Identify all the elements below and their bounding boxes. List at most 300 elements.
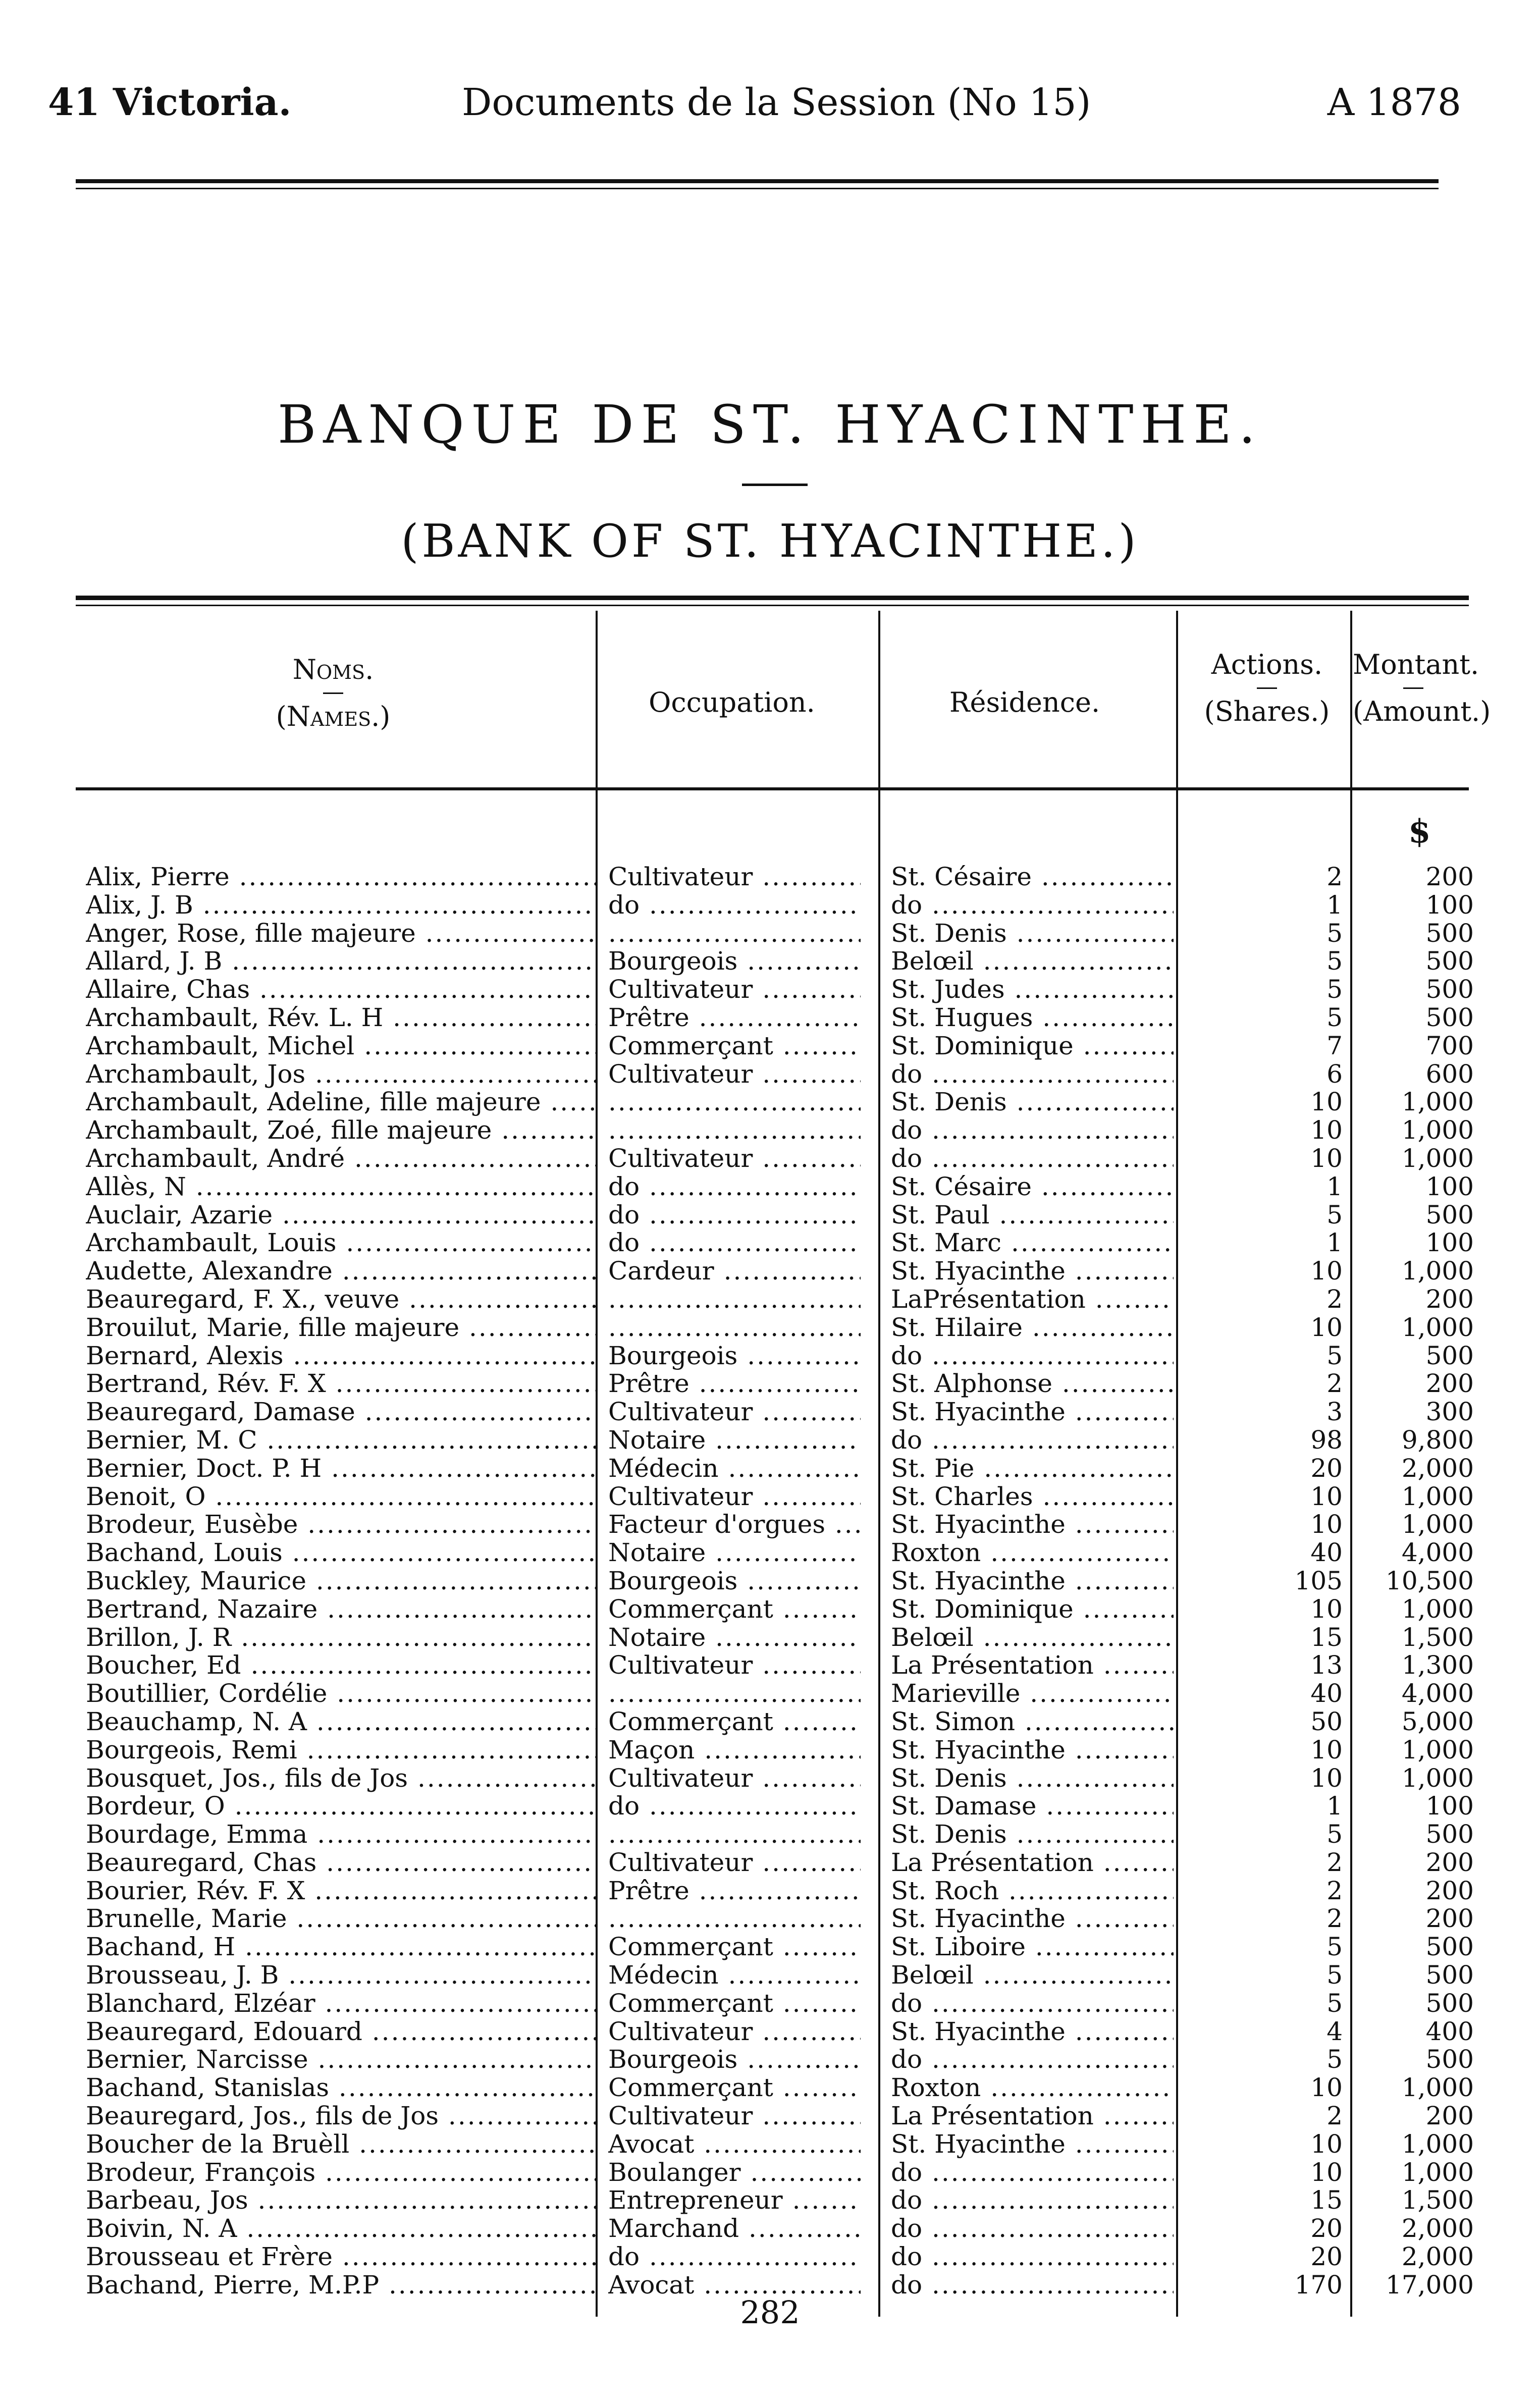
cell-residence-text: St. Hyacinthe [891, 1905, 1066, 1934]
cell-residence [891, 1651, 1174, 1680]
cell-name [86, 863, 596, 891]
cell-residence [891, 2102, 1174, 2130]
table-row [76, 976, 1474, 1004]
cell-name-text: Benoit, O [86, 1482, 206, 1511]
col-head-amount-dash [1403, 687, 1423, 689]
dot-leader [1015, 1708, 1174, 1736]
dot-leader [753, 863, 861, 891]
cell-residence-text: do [891, 2271, 923, 2300]
cell-shares [1186, 1032, 1343, 1060]
cell-shares [1186, 891, 1343, 920]
cell-residence [891, 920, 1174, 948]
cell-shares-text: 15 [1310, 2186, 1343, 2215]
cell-residence [891, 1201, 1174, 1230]
cell-amount-text: 500 [1425, 1989, 1474, 2018]
cell-shares [1186, 1229, 1343, 1257]
cell-amount [1358, 1201, 1474, 1230]
dot-leader [362, 2018, 596, 2046]
cell-name [86, 2102, 596, 2130]
cell-amount [1358, 920, 1474, 948]
cell-occupation-text: Cultivateur [608, 2017, 753, 2046]
cell-amount-text: 1,000 [1401, 2130, 1474, 2159]
running-header [48, 81, 1461, 131]
cell-residence-text: St. Hyacinthe [891, 2017, 1066, 2046]
cell-occupation-text: Commerçant [608, 1707, 773, 1736]
cell-occupation [608, 1426, 861, 1455]
cell-amount [1358, 1173, 1474, 1201]
cell-name-text: Alix, J. B [86, 891, 193, 920]
cell-amount-text: 500 [1425, 1961, 1474, 1990]
cell-occupation [608, 1933, 861, 1961]
table-row [76, 1116, 1474, 1145]
cell-name-text: Bachand, Louis [86, 1539, 283, 1567]
cell-occupation-text: Cultivateur [608, 976, 753, 1004]
cell-occupation-text: Commerçant [608, 1595, 773, 1624]
dot-leader [773, 1933, 861, 1961]
col-head-occupation [601, 686, 863, 718]
dot-leader [753, 1060, 861, 1089]
cell-occupation [608, 1792, 861, 1821]
cell-occupation [608, 1201, 861, 1230]
cell-shares [1186, 1398, 1343, 1426]
cell-shares [1186, 2186, 1343, 2215]
table-top-rule-thin [76, 605, 1469, 606]
cell-name [86, 1792, 596, 1821]
table-row [76, 1877, 1474, 1905]
cell-occupation [608, 1398, 861, 1426]
dot-leader [206, 1483, 596, 1511]
dot-leader [783, 2186, 861, 2215]
cell-occupation [608, 1821, 861, 1849]
cell-amount-text: 200 [1425, 1848, 1474, 1877]
dot-leader [541, 1088, 596, 1116]
dot-leader [922, 2243, 1174, 2271]
cell-name [86, 1539, 596, 1567]
dot-leader [753, 2018, 861, 2046]
dot-leader [1066, 1905, 1174, 1933]
cell-amount-text: 100 [1425, 1792, 1474, 1821]
cell-occupation [608, 1680, 861, 1708]
cell-residence-text: St. Hyacinthe [891, 1736, 1066, 1765]
cell-occupation [608, 1567, 861, 1595]
cell-amount [1358, 1933, 1474, 1961]
table-row [76, 2215, 1474, 2243]
cell-shares-text: 2 [1326, 1848, 1343, 1877]
cell-name [86, 1314, 596, 1342]
cell-shares [1186, 1088, 1343, 1116]
cell-shares [1186, 1539, 1343, 1567]
dot-leader [773, 2074, 861, 2102]
dot-leader [279, 1961, 596, 1990]
cell-name-text: Archambault, Louis [86, 1229, 337, 1258]
table-row [76, 1342, 1474, 1370]
dot-leader [753, 1765, 861, 1793]
cell-shares-text: 20 [1310, 1454, 1343, 1483]
cell-amount [1358, 1849, 1474, 1877]
dot-leader [640, 1792, 861, 1821]
cell-shares-text: 10 [1310, 1764, 1343, 1793]
cell-name [86, 1342, 596, 1370]
cell-name [86, 1201, 596, 1230]
cell-name-text: Brousseau et Frère [86, 2243, 333, 2271]
cell-shares-text: 10 [1310, 1482, 1343, 1511]
cell-shares-text: 2 [1326, 1905, 1343, 1934]
cell-residence-text: St. Hyacinthe [891, 1511, 1066, 1539]
cell-residence-text: La Présentation [891, 2102, 1094, 2130]
cell-shares-text: 5 [1326, 2046, 1343, 2074]
cell-amount [1358, 1821, 1474, 1849]
cell-amount [1358, 1765, 1474, 1793]
cell-residence [891, 1483, 1174, 1511]
cell-shares [1186, 1173, 1343, 1201]
cell-residence [891, 2074, 1174, 2102]
dot-leader [1007, 920, 1174, 948]
cell-amount-text: 1,000 [1401, 1595, 1474, 1624]
cell-residence [891, 1398, 1174, 1426]
cell-residence [891, 1624, 1174, 1652]
cell-name [86, 1426, 596, 1455]
dot-leader [315, 2159, 596, 2187]
cell-residence-text: do [891, 2215, 923, 2243]
cell-amount [1358, 1567, 1474, 1595]
cell-name [86, 1257, 596, 1286]
cell-amount [1358, 2046, 1474, 2074]
cell-shares [1186, 1116, 1343, 1145]
cell-residence-text: Belœil [891, 947, 974, 976]
table-row [76, 1144, 1474, 1173]
cell-residence [891, 2130, 1174, 2159]
cell-occupation-text: Bourgeois [608, 2046, 738, 2074]
cell-name-text: Allaire, Chas [86, 976, 250, 1004]
cell-occupation [608, 1088, 861, 1116]
cell-occupation-text: Boulanger [608, 2158, 741, 2187]
dot-leader [1066, 1567, 1174, 1595]
cell-occupation [608, 863, 861, 891]
cell-amount [1358, 1539, 1474, 1567]
cell-amount-text: 1,000 [1401, 1116, 1474, 1145]
cell-name-text: Bourier, Rév. F. X [86, 1877, 305, 1905]
cell-residence [891, 1060, 1174, 1089]
cell-occupation [608, 1370, 861, 1398]
dot-leader [1033, 1483, 1174, 1511]
cell-name-text: Archambault, Adeline, fille majeure [86, 1088, 541, 1117]
cell-shares-text: 6 [1326, 1060, 1343, 1089]
cell-amount-text: 1,000 [1401, 1257, 1474, 1286]
cell-amount-text: 500 [1425, 976, 1474, 1004]
cell-occupation [608, 1286, 861, 1314]
cell-shares [1186, 1286, 1343, 1314]
cell-amount [1358, 1736, 1474, 1765]
cell-shares [1186, 1567, 1343, 1595]
cell-amount-text: 600 [1425, 1060, 1474, 1089]
cell-name-text: Bernier, Doct. P. H [86, 1454, 322, 1483]
cell-residence [891, 1314, 1174, 1342]
cell-name-text: Archambault, Jos [86, 1060, 306, 1089]
cell-amount-text: 300 [1425, 1398, 1474, 1426]
cell-shares-text: 40 [1310, 1680, 1343, 1708]
cell-occupation [608, 1060, 861, 1089]
cell-shares [1186, 947, 1343, 976]
cell-amount [1358, 1088, 1474, 1116]
cell-amount [1358, 2186, 1474, 2215]
header-left: 41 Victoria. [48, 81, 292, 124]
cell-occupation [608, 2159, 861, 2187]
cell-occupation-text: Cultivateur [608, 1764, 753, 1793]
dot-leader [1066, 2130, 1174, 2159]
cell-occupation-text: Maçon [608, 1736, 695, 1765]
dot-leader [825, 1511, 861, 1539]
dot-leader [694, 2130, 861, 2159]
cell-name-text: Bernier, M. C [86, 1426, 257, 1455]
dot-leader [1032, 1173, 1174, 1201]
dot-leader [922, 2215, 1174, 2243]
cell-occupation [608, 1314, 861, 1342]
dot-leader [1032, 863, 1174, 891]
cell-shares [1186, 2102, 1343, 2130]
cell-name [86, 1624, 596, 1652]
cell-shares [1186, 1877, 1343, 1905]
dot-leader [297, 1736, 596, 1765]
cell-amount-text: 200 [1425, 2102, 1474, 2130]
cell-amount-text: 2,000 [1401, 2243, 1474, 2271]
table-row [76, 1229, 1474, 1258]
cell-name-text: Brodeur, François [86, 2158, 316, 2187]
cell-name-text: Bousquet, Jos., fils de Jos [86, 1764, 408, 1793]
cell-name-text: Boutillier, Cordélie [86, 1680, 328, 1708]
cell-occupation [608, 1173, 861, 1201]
cell-name-text: Archambault, André [86, 1144, 345, 1173]
cell-amount-text: 1,000 [1401, 1764, 1474, 1793]
cell-shares [1186, 1426, 1343, 1455]
dot-leader [305, 1877, 596, 1905]
cell-occupation [608, 2186, 861, 2215]
cell-occupation [608, 1004, 861, 1032]
cell-shares-text: 2 [1326, 863, 1343, 891]
cell-amount [1358, 1651, 1474, 1680]
cell-shares [1186, 1624, 1343, 1652]
dot-leader [231, 1624, 596, 1652]
cell-amount [1358, 1792, 1474, 1821]
cell-amount [1358, 1708, 1474, 1736]
dot-leader [773, 1595, 861, 1624]
cell-occupation-text: Commerçant [608, 1933, 773, 1962]
cell-shares-text: 5 [1326, 919, 1343, 948]
cell-shares-text: 5 [1326, 1201, 1343, 1230]
dot-leader [237, 2215, 596, 2243]
cell-name [86, 1595, 596, 1624]
cell-name-text: Brousseau, J. B [86, 1961, 279, 1990]
cell-shares [1186, 2018, 1343, 2046]
cell-shares [1186, 1792, 1343, 1821]
cell-shares [1186, 1961, 1343, 1990]
cell-shares-text: 5 [1326, 1961, 1343, 1990]
cell-name-text: Bordeur, O [86, 1792, 225, 1821]
cell-occupation-text: do [608, 2243, 640, 2271]
cell-residence-text: St. Damase [891, 1792, 1037, 1821]
cell-name [86, 1990, 596, 2018]
cell-residence-text: do [891, 2243, 923, 2271]
cell-shares [1186, 1145, 1343, 1173]
table-row [76, 1905, 1474, 1934]
cell-amount-text: 1,000 [1401, 2158, 1474, 2187]
cell-name-text: Audette, Alexandre [86, 1257, 333, 1286]
cell-residence [891, 1426, 1174, 1455]
cell-name-text: Archambault, Rév. L. H [86, 1003, 384, 1032]
cell-residence-text: do [891, 2186, 923, 2215]
cell-amount [1358, 1483, 1474, 1511]
cell-residence-text: Roxton [891, 2074, 981, 2103]
cell-name [86, 947, 596, 976]
cell-amount-text: 100 [1425, 1229, 1474, 1258]
dot-leader [922, 1342, 1174, 1370]
table-row [76, 1088, 1474, 1117]
cell-residence-text: St. Denis [891, 919, 1007, 948]
dot-leader [439, 2102, 596, 2130]
cell-occupation [608, 1483, 861, 1511]
dot-leader [773, 1032, 861, 1060]
cell-residence-text: St. Hyacinthe [891, 1257, 1066, 1286]
dot-leader [241, 1651, 596, 1680]
cell-name [86, 1511, 596, 1539]
cell-residence-text: St. Hyacinthe [891, 1398, 1066, 1426]
cell-amount-text: 500 [1425, 1821, 1474, 1849]
cell-residence-text: St. Denis [891, 1821, 1007, 1849]
table-row [76, 1595, 1474, 1624]
cell-residence-text: St. Charles [891, 1482, 1033, 1511]
cell-shares-text: 2 [1326, 1877, 1343, 1905]
cell-name-text: Buckley, Maurice [86, 1567, 306, 1595]
table-row [76, 1370, 1474, 1399]
cell-shares-text: 10 [1310, 1257, 1343, 1286]
cell-amount [1358, 863, 1474, 891]
cell-amount-text: 2,000 [1401, 2215, 1474, 2243]
cell-residence [891, 1680, 1174, 1708]
cell-residence [891, 891, 1174, 920]
col-head-shares-en: (Shares.) [1204, 696, 1330, 727]
cell-amount [1358, 1116, 1474, 1145]
cell-shares [1186, 1680, 1343, 1708]
cell-name [86, 2046, 596, 2074]
cell-shares-text: 10 [1310, 1313, 1343, 1342]
cell-amount [1358, 1314, 1474, 1342]
col-head-names-en: (Names.) [276, 701, 391, 732]
table-row [76, 1792, 1474, 1821]
dot-leader [1066, 1398, 1174, 1426]
cell-occupation [608, 1539, 861, 1567]
cell-amount-text: 500 [1425, 2046, 1474, 2074]
cell-shares-text: 40 [1310, 1539, 1343, 1567]
cell-residence [891, 1539, 1174, 1567]
cell-occupation-text: Entrepreneur [608, 2186, 783, 2215]
cell-name-text: Beauregard, Jos., fils de Jos [86, 2102, 439, 2130]
table-row [76, 2186, 1474, 2215]
dot-leader [1023, 1314, 1174, 1342]
cell-residence [891, 1342, 1174, 1370]
dot-leader [974, 1961, 1174, 1990]
dot-leader [222, 947, 596, 976]
table-row [76, 1848, 1474, 1877]
table-row [76, 1707, 1474, 1736]
cell-name-text: Allès, N [86, 1172, 186, 1201]
table-row [76, 1736, 1474, 1765]
dot-leader [999, 1877, 1174, 1905]
cell-amount-text: 200 [1425, 1285, 1474, 1314]
cell-name [86, 891, 596, 920]
dot-leader [408, 1765, 596, 1793]
dot-leader [186, 1173, 596, 1201]
cell-residence [891, 2018, 1174, 2046]
dot-leader [383, 1004, 596, 1032]
table-row [76, 1257, 1474, 1286]
cell-amount [1358, 1990, 1474, 2018]
dot-leader [608, 1821, 861, 1849]
cell-name-text: Bachand, Stanislas [86, 2074, 330, 2103]
cell-amount-text: 4,000 [1401, 1680, 1474, 1708]
cell-shares-text: 2 [1326, 1285, 1343, 1314]
cell-amount [1358, 1877, 1474, 1905]
table-row [76, 2046, 1474, 2074]
cell-name-text: Boivin, N. A [86, 2215, 237, 2243]
cell-amount [1358, 976, 1474, 1004]
cell-amount [1358, 1455, 1474, 1483]
cell-occupation [608, 2102, 861, 2130]
dot-leader [922, 1060, 1174, 1089]
dot-leader [1037, 1792, 1174, 1821]
cell-name [86, 2074, 596, 2102]
cell-name [86, 1032, 596, 1060]
col-head-amount-fr: Montant. [1353, 649, 1479, 680]
cell-residence-text: LaPrésentation [891, 1285, 1086, 1314]
dot-leader [307, 1708, 596, 1736]
cell-residence [891, 1849, 1174, 1877]
table-row [76, 2130, 1474, 2159]
cell-residence [891, 1708, 1174, 1736]
cell-name [86, 1905, 596, 1933]
cell-amount-text: 500 [1425, 1933, 1474, 1962]
cell-occupation [608, 1708, 861, 1736]
cell-shares-text: 20 [1310, 2243, 1343, 2271]
col-head-amount [1353, 649, 1491, 727]
dot-leader [298, 1511, 596, 1539]
dot-leader [706, 1426, 861, 1455]
cell-occupation [608, 1116, 861, 1145]
dot-leader [305, 1060, 596, 1089]
dot-leader [608, 1905, 861, 1933]
cell-name [86, 1877, 596, 1905]
cell-name [86, 1145, 596, 1173]
cell-occupation [608, 2046, 861, 2074]
cell-occupation [608, 1032, 861, 1060]
cell-occupation-text: do [608, 1201, 640, 1230]
cell-residence-text: do [891, 1989, 923, 2018]
cell-name [86, 1483, 596, 1511]
cell-occupation [608, 2243, 861, 2271]
dot-leader [737, 2046, 861, 2074]
table-row [76, 1060, 1474, 1089]
cell-name-text: Archambault, Zoé, fille majeure [86, 1116, 492, 1145]
cell-shares-text: 3 [1326, 1398, 1343, 1426]
dot-leader [1086, 1286, 1174, 1314]
cell-occupation-text: Cultivateur [608, 1398, 753, 1426]
cell-shares [1186, 1370, 1343, 1398]
dot-leader [1066, 1511, 1174, 1539]
cell-occupation [608, 2215, 861, 2243]
cell-name-text: Archambault, Michel [86, 1032, 355, 1060]
table-row [76, 1426, 1474, 1455]
cell-name [86, 1088, 596, 1116]
cell-shares-text: 10 [1310, 1116, 1343, 1145]
cell-occupation-text: Cultivateur [608, 1144, 753, 1173]
